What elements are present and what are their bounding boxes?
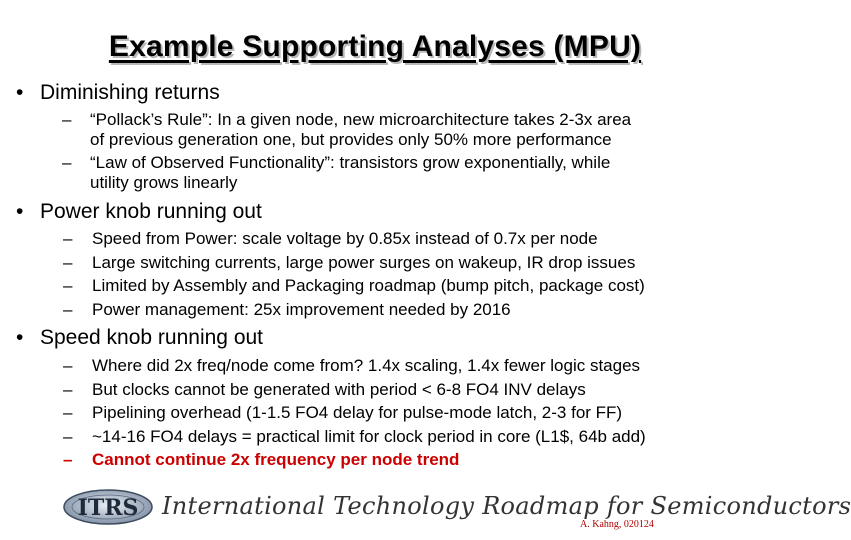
author-credit: A. Kahng, 020124: [580, 519, 654, 530]
list-item-text: ~14-16 FO4 delays = practical limit for clock period in core (L1$, 64b add): [92, 426, 646, 446]
dash: –: [63, 450, 73, 469]
bullet-speed-knob: [16, 325, 263, 351]
dash: –: [63, 356, 73, 375]
dash: –: [63, 252, 73, 272]
dash: –: [63, 403, 73, 422]
sub-item-line: “Law of Observed Functionality”: transistors grow exponentially, while: [90, 153, 611, 172]
slide-title: Example Supporting Analyses (MPU): [108, 30, 642, 63]
list-item-text: Cannot continue 2x frequency per node trend: [92, 450, 460, 469]
list-item-text: But clocks cannot be generated with period < 6-8 FO4 INV delays: [92, 379, 586, 399]
bullet-label: Diminishing returns: [40, 81, 220, 104]
dash: –: [63, 379, 73, 399]
dash: –: [63, 276, 73, 295]
list-item-text: Power management: 25x improvement needed by 2016: [92, 299, 511, 319]
sub-item-line: utility grows linearly: [90, 172, 238, 192]
dash: –: [63, 229, 73, 248]
list-item-text: Pipelining overhead (1-1.5 FO4 delay for pulse-mode latch, 2-3 for FF): [92, 403, 623, 422]
itrs-logo: [62, 488, 154, 526]
dash: –: [63, 426, 73, 446]
svg-text:ITRS: ITRS: [77, 495, 139, 521]
list-item-text: Limited by Assembly and Packaging roadmap (bump pitch, package cost): [92, 276, 645, 295]
dash: –: [62, 110, 72, 129]
list-item-text: Speed from Power: scale voltage by 0.85x instead of 0.7x per node: [92, 229, 598, 248]
bullet-label: Power knob running out: [40, 200, 262, 223]
dash: –: [63, 299, 73, 319]
list-item-text: Where did 2x freq/node come from? 1.4x scaling, 1.4x fewer logic stages: [92, 356, 641, 375]
footer-title: International Technology Roadmap for Semiconductors: [162, 492, 851, 520]
sub-item-line: “Pollack’s Rule”: In a given node, new microarchitecture takes 2-3x area: [90, 110, 632, 129]
sub-item-line: of previous generation one, but provides only 50% more performance: [90, 129, 612, 149]
bullet-dot: •: [16, 200, 24, 223]
bullet-power-knob: [16, 199, 262, 225]
bullet-dot: •: [16, 326, 24, 349]
bullet-dot: •: [16, 81, 24, 104]
bullet-diminishing-returns: [16, 80, 220, 106]
dash: –: [62, 153, 72, 172]
bullet-label: Speed knob running out: [40, 326, 264, 349]
list-item-text: Large switching currents, large power surges on wakeup, IR drop issues: [92, 252, 636, 272]
